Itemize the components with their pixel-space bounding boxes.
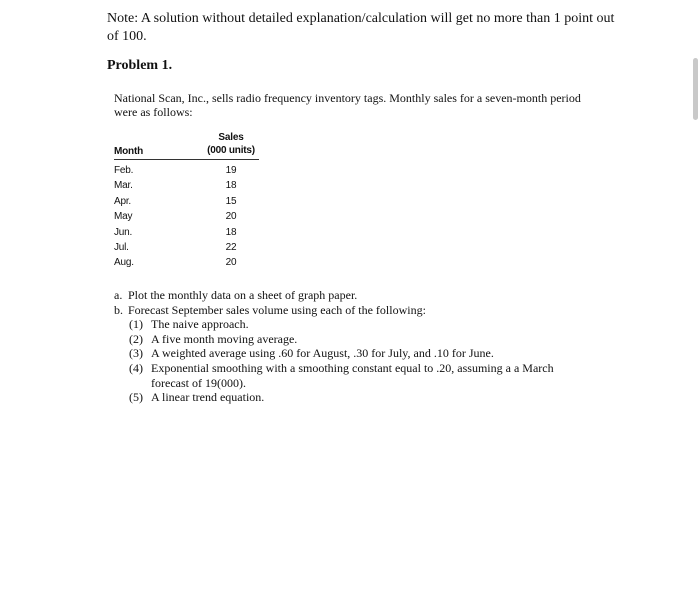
cell-month: Jun. <box>114 226 133 238</box>
sub-question-number: (1) <box>129 317 143 332</box>
header-sales <box>203 131 259 157</box>
header-sales-line1: Sales <box>218 132 244 143</box>
question-a-text: Plot the monthly data on a sheet of graph paper. <box>128 288 358 302</box>
table-row <box>114 225 259 240</box>
sub-question-number: (4) <box>129 360 143 375</box>
sales-table <box>114 131 259 271</box>
header-month: Month <box>114 146 143 157</box>
sub-question-text: The naive approach. <box>151 317 249 332</box>
cell-sales: 22 <box>225 241 237 253</box>
sub-question-text: A weighted average using .60 for August, .30 for July, and .10 for June. <box>151 346 494 361</box>
question-b-label: b. <box>114 302 123 317</box>
cell-sales: 20 <box>225 257 237 269</box>
cell-month: Aug. <box>114 257 134 269</box>
cell-sales: 19 <box>225 165 237 176</box>
sub-question <box>129 361 594 390</box>
cell-month: Mar. <box>114 180 133 192</box>
note-text: Note: A solution without detailed explanation/calculation will get no more than 1 point out of 100. <box>107 11 615 44</box>
cell-sales: 20 <box>225 211 237 223</box>
cell-sales: 18 <box>225 180 237 192</box>
sub-questions <box>114 317 594 405</box>
sub-question-number: (3) <box>129 346 143 361</box>
intro-text: National Scan, Inc., sells radio frequency inventory tags. Monthly sales for a seven-month period were as follows: <box>114 91 581 119</box>
cell-month: May <box>114 211 133 223</box>
scrollbar-thumb[interactable] <box>693 58 698 120</box>
question-a <box>114 288 594 303</box>
sub-question-number: (5) <box>129 390 143 405</box>
question-b <box>114 303 594 318</box>
problem-title: Problem 1. <box>107 58 173 73</box>
table-row <box>114 194 259 209</box>
cell-sales: 15 <box>225 195 237 207</box>
cell-month: Feb. <box>114 165 134 176</box>
sub-question-text: A five month moving average. <box>151 331 298 346</box>
table-row <box>114 209 259 224</box>
table-body <box>114 160 259 271</box>
questions-list <box>114 288 594 405</box>
sub-question <box>129 346 594 361</box>
sub-question <box>129 317 594 332</box>
question-b-text: Forecast September sales volume using each of the following: <box>128 302 426 317</box>
table-header <box>114 131 259 160</box>
table-row <box>114 240 259 255</box>
question-a-label: a. <box>114 288 123 302</box>
cell-month: Apr. <box>114 195 131 207</box>
sub-question-number: (2) <box>129 331 143 346</box>
sub-question-text: Exponential smoothing with a smoothing constant equal to .20, assuming a a March forecast of 19(000). <box>151 360 554 390</box>
sub-question <box>129 332 594 347</box>
sub-question-text: A linear trend equation. <box>151 390 265 405</box>
table-row <box>114 255 259 270</box>
table-row <box>114 178 259 193</box>
table-row <box>114 163 259 178</box>
cell-sales: 18 <box>225 226 237 238</box>
sub-question <box>129 390 594 405</box>
header-sales-line2: (000 units) <box>207 145 255 156</box>
cell-month: Jul. <box>114 241 129 253</box>
